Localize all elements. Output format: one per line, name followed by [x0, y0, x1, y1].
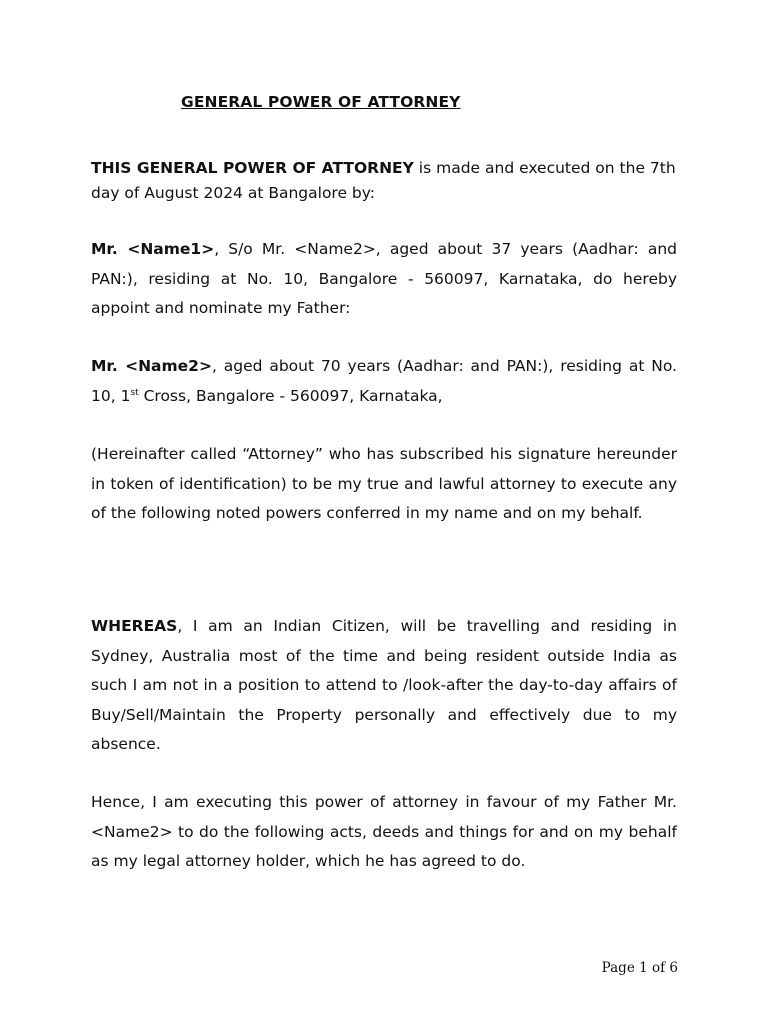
- intro-paragraph: [91, 156, 677, 206]
- whereas-text: , I am an Indian Citizen, will be travelling and residing in Sydney, Australia most of the time and being resident outside India as such I am not in a position to attend to /look-after the day-to-day affairs of Buy/Sell/Maintain the Property personally and effectively due to my absence.: [91, 617, 677, 753]
- whereas-bold: WHEREAS: [91, 617, 178, 635]
- attorney-name: Mr. <Name2>: [91, 357, 212, 375]
- principal-name: Mr. <Name1>: [91, 240, 215, 258]
- principal-text: , S/o Mr. <Name2>, aged about 37 years (Aadhar: and PAN:), residing at No. 10, Bangalore - 560097, Karnataka, do hereby appoint and nominate my Father:: [91, 240, 677, 317]
- page-number: Page 1 of 6: [601, 960, 678, 976]
- intro-bold: THIS GENERAL POWER OF ATTORNEY: [91, 159, 414, 177]
- document-title: GENERAL POWER OF ATTORNEY: [181, 93, 461, 111]
- hereinafter-paragraph: (Hereinafter called “Attorney” who has subscribed his signature hereunder in token of identification) to be my true and lawful attorney to execute any of the following noted powers conferred in my name and on my behalf.: [91, 445, 677, 522]
- intro-text: is made and executed on the 7th day of August 2024 at Bangalore by:: [91, 159, 676, 202]
- attorney-text-before: , aged about 70 years (Aadhar: and PAN:), residing at No. 10, 1: [91, 357, 678, 405]
- attorney-text-after: Cross, Bangalore - 560097, Karnataka,: [138, 386, 443, 405]
- ordinal-suffix: st: [130, 387, 139, 398]
- whereas-paragraph: [91, 612, 677, 760]
- attorney-paragraph: [91, 352, 677, 411]
- hence-paragraph: Hence, I am executing this power of attorney in favour of my Father Mr. <Name2> to do the following acts, deeds and things for and on my behalf as my legal attorney holder, which he has agreed to do.: [91, 793, 677, 870]
- principal-paragraph: [91, 235, 677, 324]
